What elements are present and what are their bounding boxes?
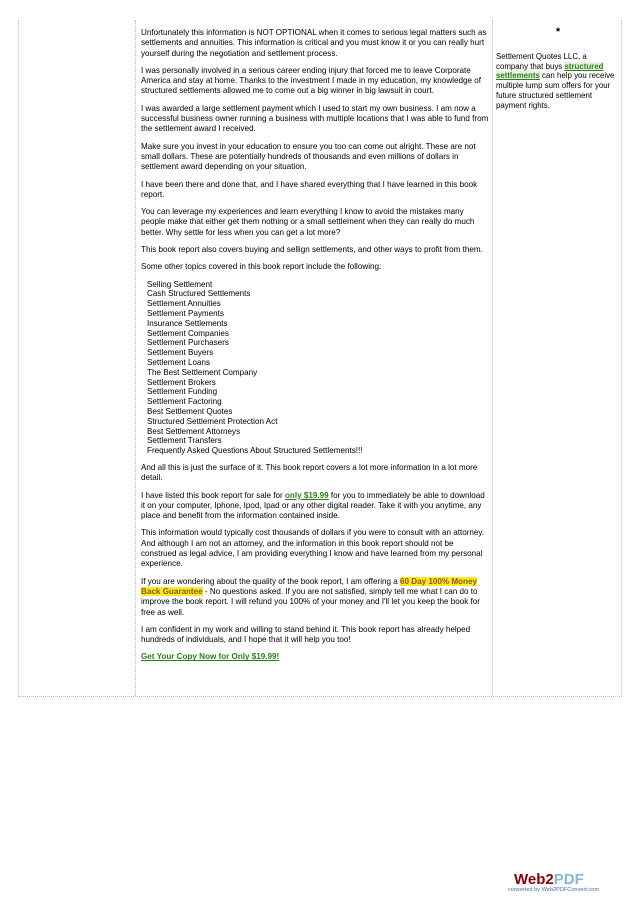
paragraph-7: This book report also covers buying and sellign settlements, and other ways to profit from them. [141,245,483,255]
guarantee-highlight: 60 Day 100% Money Back Guarantee [141,576,477,596]
paragraph-1: Unfortunately this information is NOT OPTIONAL when it comes to serious legal matters such as settlements and annuities. This information is critical and you must know it or you can really hurt yourself during the negotiation and settlement process. [141,28,487,58]
web2pdf-logo[interactable] [508,872,618,893]
paragraph-8: Some other topics covered in this book report include the following: [141,262,382,272]
list-item: Settlement Purchasers [147,338,229,348]
main-content [141,28,490,670]
converted-by-caption: converted by Web2PDFConvert.com [508,887,599,893]
list-item: Structured Settlement Protection Act [147,416,278,426]
paragraph-12-text-end: - No questions asked. If you are not satisfied, simply tell me what I can do to improve the book report. I will refund you 100% of your money and I'll let you keep the book for free as well. [141,586,480,617]
paragraph-2: I was personally involved in a serious career ending injury that forced me to leave Corporate America and stay at home. Thanks to the investment I made in my education, my knowledge of structured settlements allowed me to come out a big winner in big lawsuit in court. [141,65,481,96]
topics-list [147,280,490,456]
get-copy-link[interactable]: Get Your Copy Now for Only $19.99! [141,652,280,662]
list-item: Insurance Settlements [147,318,228,328]
structured-settlements-link[interactable]: structured settlements [496,61,604,81]
sidebar-text-start: Settlement Quotes LLC, a company that buys [496,51,587,71]
list-item: Best Settlement Quotes [147,407,233,416]
list-item: Cash Structured Settlements [147,289,251,299]
paragraph-12 [141,577,490,618]
logo-pdf-text: PDF [553,871,584,888]
paragraph-13: I am confident in my work and willing to stand behind it. This book report has already helped hundreds of individuals, and I hope that it will help you too! [141,624,471,645]
list-item: Settlement Annuities [147,299,221,309]
paragraph-10 [141,491,490,522]
sidebar-text-end: can help you receive multiple lump sum offers for your future structured settlement payment rights. [496,71,615,110]
logo-mark [514,872,618,887]
paragraph-3: I was awarded a large settlement payment which I used to start my own business. I am now a successful business owner running a business with multiple locations that I was able to fund from the settlement award I received. [141,103,489,134]
price-link[interactable]: only $19.99 [284,490,329,500]
list-item: Settlement Transfers [147,436,222,446]
frame-main-left-border [135,20,136,696]
list-item: Selling Settlement [147,279,213,289]
list-item: Settlement Brokers [147,377,216,387]
sidebar [496,28,620,111]
paragraph-11: This information would typically cost thousands of dollars if you were to consult with an attorney. And although I am not an attorney, and the information in this book report should not be construed as legal advice, I am providing everything I know and have learned from my personal experience. [141,528,485,569]
list-item: Settlement Payments [147,309,224,319]
paragraph-12-text-start: If you are wondering about the quality of the book report, I am offering a [141,576,401,586]
list-item: Settlement Buyers [147,348,214,358]
frame-bottom-border [18,696,622,697]
list-item: Settlement Factoring [147,397,222,407]
paragraph-10-text-start: I have listed this book report for sale for [141,490,285,500]
frame-main-right-border [492,20,493,696]
cta-paragraph [141,652,490,662]
frame-left-border [18,20,19,696]
sidebar-text [496,52,620,111]
list-item: Settlement Loans [147,358,210,368]
list-item: Settlement Funding [147,387,218,397]
list-item: Settlement Companies [147,328,229,338]
paragraph-4: Make sure you invest in your education to ensure you too can come out alright. These are not small dollars. These are potentially hundreds of thousands and even millions of dollars in settlement award depending on your situation. [141,141,476,172]
star-icon: * [555,26,561,38]
paragraph-5: I have been there and done that, and I have shared everything that I have learned in this book report. [141,179,478,199]
list-item: The Best Settlement Company [147,367,258,377]
list-item: Frequently Asked Questions About Structured Settlements!!! [147,446,363,456]
logo-web-text: Web [514,871,546,888]
paragraph-6: You can leverage my experiences and learn everything I know to avoid the mistakes many people make that either get them nothing or a small settlement when they can really do much better. Why settle for less when you can get a lot more? [141,207,475,237]
list-item: Best Settlement Attorneys [147,426,241,436]
paragraph-10-text-end: for you to immediately be able to download it on your computer, Iphone, Ipod, Ipad or any other digital reader. Take it with you anytime, any place and benefit from the information contained inside. [141,490,485,521]
logo-2-text: 2 [545,871,554,888]
paragraph-9: And all this is just the surface of it. This book report covers a lot more information in a lot more detail. [141,462,478,483]
frame-right-border [621,20,622,696]
